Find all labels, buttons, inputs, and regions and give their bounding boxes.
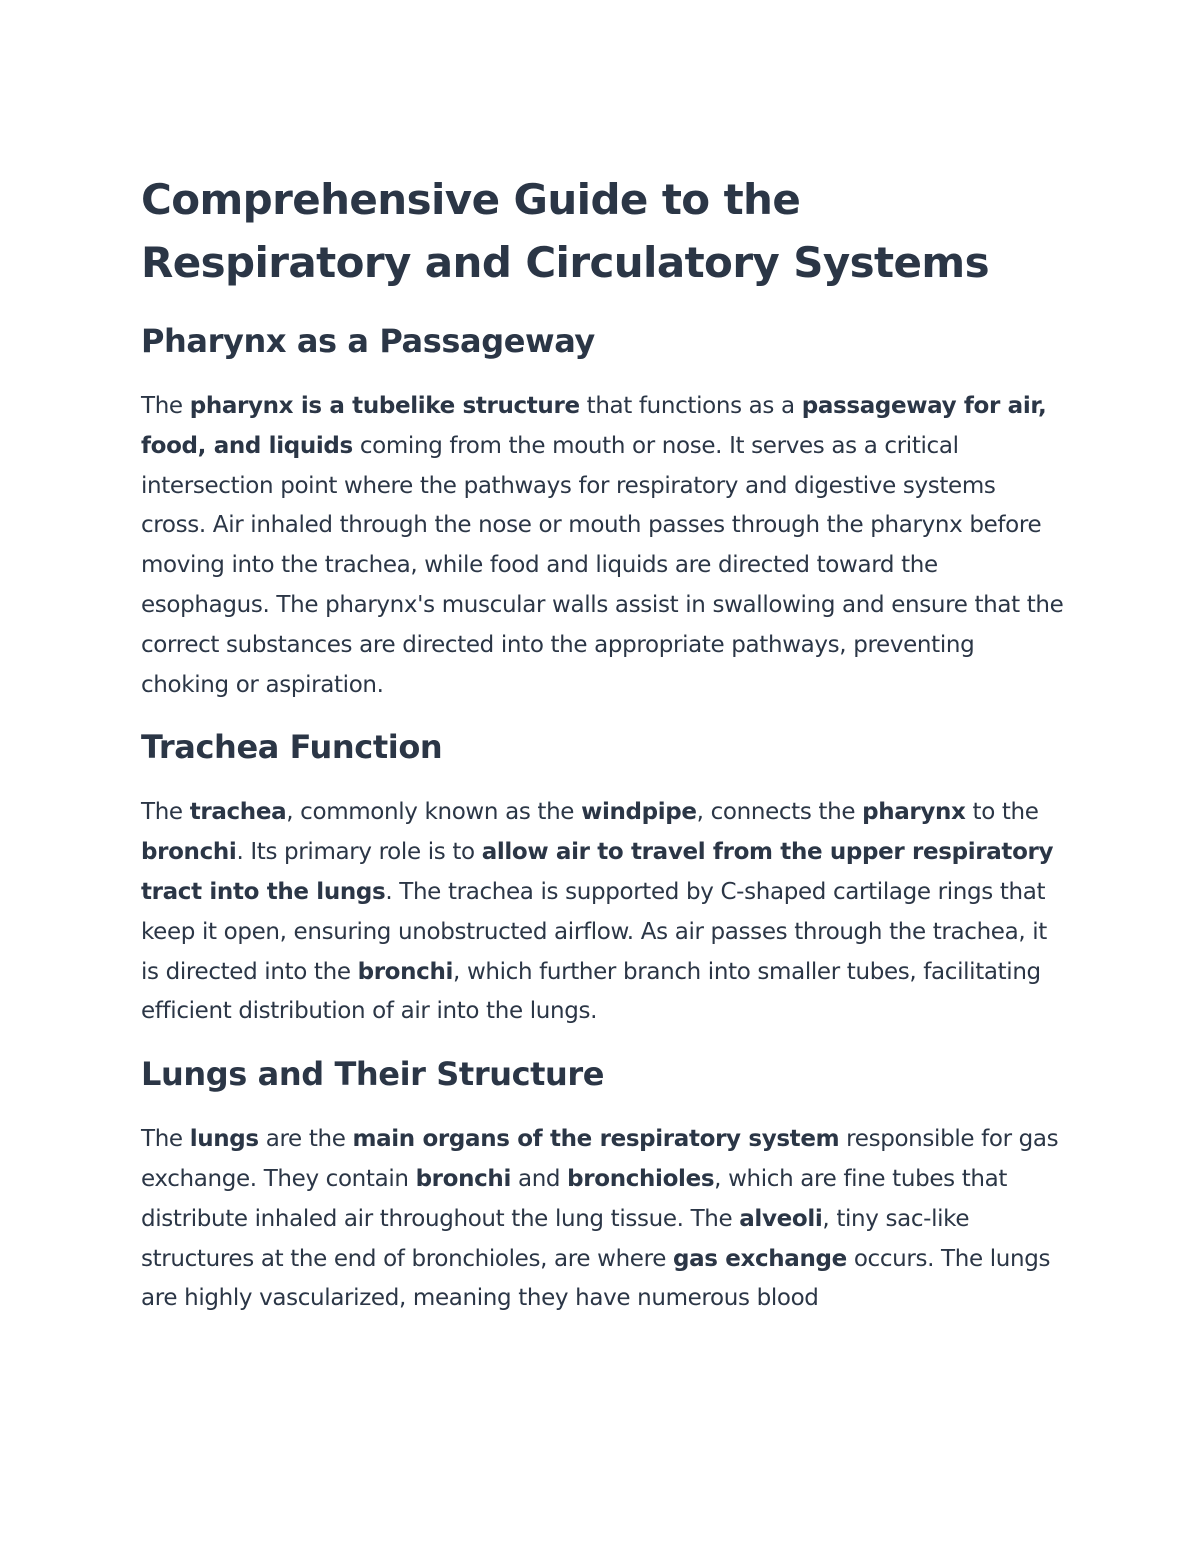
section-heading-lungs: Lungs and Their Structure [141,1055,605,1094]
bold-term: pharynx [862,799,966,826]
bold-term: bronchi [415,1165,511,1192]
text-run: are the [258,1126,353,1153]
text-run: . Its primary role is to [236,839,482,866]
text-run: . The trachea is supported by C-shaped cartilage rings that keep it open, ensuring unobstructed airflow. As air passes through the trachea, it is directed into the [141,878,1047,985]
bold-term: bronchi [357,958,454,985]
text-run: occurs. The lungs are highly vascularized, meaning they have numerous blood [141,1245,1051,1312]
bold-term: bronchi [141,839,237,866]
bold-term: gas exchange [672,1245,847,1272]
text-run: , which further branch into smaller tubes, facilitating efficient distribution of air into the lungs. [141,958,1041,1025]
text-run: and [511,1165,568,1192]
text-run: The [141,1126,190,1153]
bold-term: trachea [189,799,287,826]
text-run: , commonly known as the [286,799,582,826]
section-heading-trachea: Trachea Function [141,728,443,767]
text-run: coming from the mouth or nose. It serves as a critical intersection point where the pathways for respiratory and digestive systems cross. Air inhaled through the nose or mouth passes through the pharynx before moving into the trachea, while food and liquids are directed toward the esophagus. The pharynx's muscular walls assist in swallowing and ensure that the correct substances are directed into the appropriate pathways, preventing choking or aspiration. [141,432,1064,698]
title-line-2: Respiratory and Circulatory Systems [141,238,989,287]
section-paragraph-lungs [141,1120,1066,1319]
document-page [141,168,1066,1319]
text-run: , tiny sac-like structures at the end of bronchioles, are where [141,1205,970,1272]
text-run: that functions as a [579,393,802,419]
bold-term: alveoli [739,1205,823,1232]
bold-term: windpipe [581,799,697,826]
text-run: The [141,799,190,826]
title-line-1: Comprehensive Guide to the [141,175,801,224]
text-run: responsible for gas exchange. They contain [141,1126,1059,1192]
bold-term: bronchioles [567,1165,715,1192]
text-run: to the [965,799,1039,826]
bold-term: passageway for air, food, and liquids [141,393,1047,459]
text-run: The [141,393,190,419]
document-title [141,168,1066,294]
text-run: , connects the [696,799,863,826]
bold-term: main organs of the respiratory system [352,1126,840,1153]
section-paragraph-trachea [141,793,1066,1032]
bold-term: allow air to travel from the upper respiratory tract into the lungs [141,839,1054,905]
bold-term: pharynx is a tubelike structure [189,393,580,419]
bold-term: lungs [189,1126,259,1153]
section-paragraph-pharynx [141,387,1066,705]
section-heading-pharynx: Pharynx as a Passageway [141,322,595,360]
text-run: , which are fine tubes that distribute inhaled air throughout the lung tissue. The [141,1165,1008,1232]
